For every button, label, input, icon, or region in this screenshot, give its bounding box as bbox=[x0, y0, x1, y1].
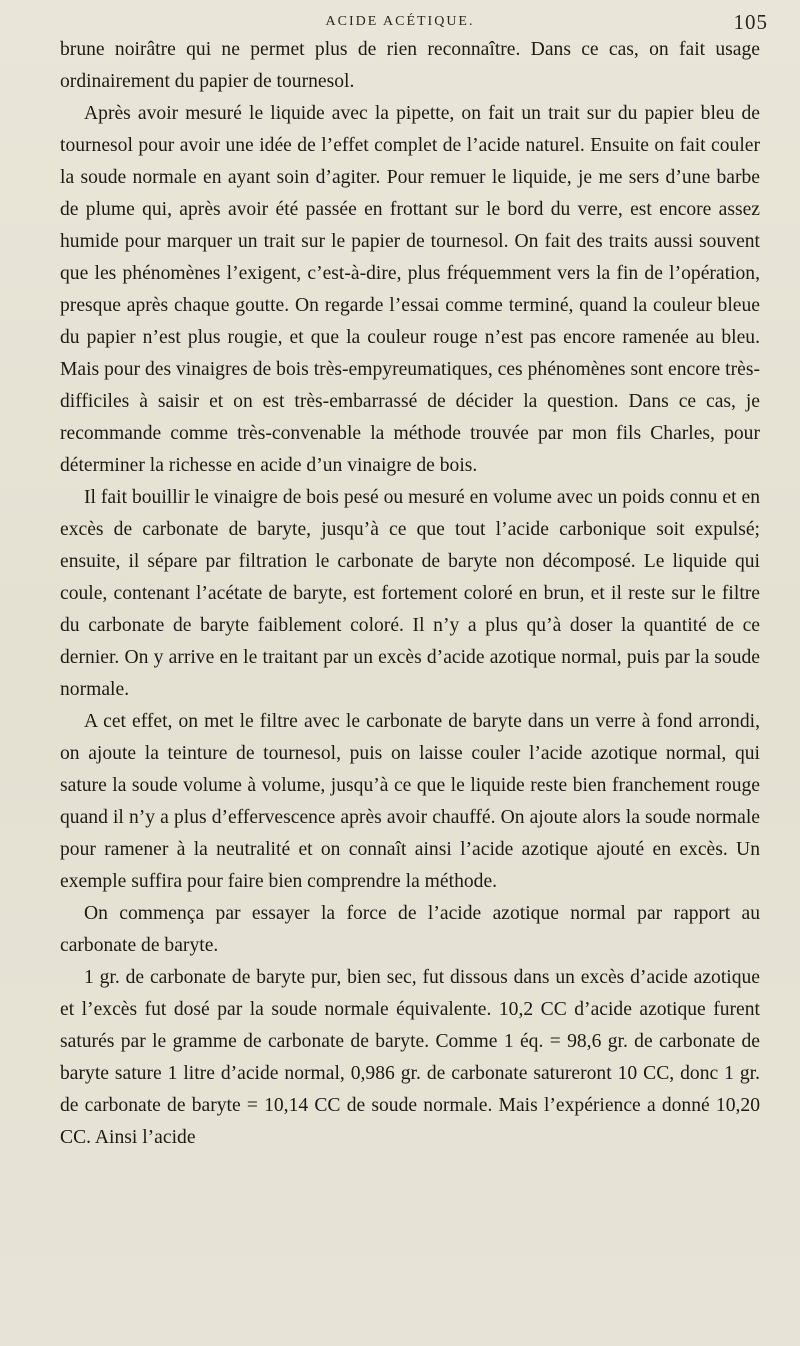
paragraph: On commença par essayer la force de l’acide azotique normal par rapport au carbonate de baryte. bbox=[60, 903, 760, 956]
running-title: ACIDE ACÉTIQUE. bbox=[325, 14, 475, 29]
paragraph: 1 gr. de carbonate de baryte pur, bien sec, fut dissous dans un excès d’acide azotique et l’excès fut dosé par la soude normale équivalente. 10,2 CC d’acide azotique furent saturés par le gramme de carbonate de baryte. Comme 1 éq. = 98,6 gr. de carbonate de baryte sature 1 litre d’acide normal, 0,986 gr. de carbonate satureront 10 CC, donc 1 gr. de carbonate de baryte = 10,14 CC de soude normale. Mais l’expérience a donné 10,20 CC. Ainsi l’acide bbox=[60, 967, 760, 1148]
paragraph-continuation: brune noirâtre qui ne permet plus de rien reconnaître. Dans ce cas, on fait usage ordinairement du papier de tournesol. bbox=[60, 39, 760, 92]
page-number: 105 bbox=[733, 10, 768, 34]
paragraph: Après avoir mesuré le liquide avec la pipette, on fait un trait sur du papier bleu de tournesol pour avoir une idée de l’effet complet de l’acide naturel. Ensuite on fait couler la soude normale en ayant soin d’agiter. Pour remuer le liquide, je me sers d’une barbe de plume qui, après avoir été passée en frottant sur le bord du verre, est encore assez humide pour marquer un trait sur le papier de tournesol. On fait des traits aussi souvent que les phénomènes l’exigent, c’est-à-dire, plus fréquemment vers la fin de l’opération, presque après chaque goutte. On regarde l’essai comme terminé, quand la couleur bleue du papier n’est plus rougie, et que la couleur rouge n’est pas encore ramenée au bleu. Mais pour des vinaigres de bois très-empyreumatiques, ces phénomènes sont encore très-difficiles à saisir et on est très-embarrassé de décider la question. Dans ce cas, je recommande comme très-convenable la méthode trouvée par mon fils Charles, pour déterminer la richesse en acide d’un vinaigre de bois. bbox=[60, 103, 760, 476]
paragraph: Il fait bouillir le vinaigre de bois pesé ou mesuré en volume avec un poids connu et en excès de carbonate de baryte, jusqu’à ce que tout l’acide carbonique soit expulsé; ensuite, il sépare par filtration le carbonate de baryte non décomposé. Le liquide qui coule, contenant l’acétate de baryte, est fortement coloré en brun, et il reste sur le filtre du carbonate de baryte faiblement coloré. Il n’y a plus qu’à doser la quantité de ce dernier. On y arrive en le traitant par un excès d’acide azotique normal, puis par la soude normale. bbox=[60, 487, 760, 700]
paragraph: A cet effet, on met le filtre avec le carbonate de baryte dans un verre à fond arrondi, on ajoute la teinture de tournesol, puis on laisse couler l’acide azotique normal, qui sature la soude volume à volume, jusqu’à ce que le liquide reste bien franchement rouge quand il n’y a plus d’effervescence après avoir chauffé. On ajoute alors la soude normale pour ramener à la neutralité et on connaît ainsi l’acide azotique ajouté en excès. Un exemple suffira pour faire bien comprendre la méthode. bbox=[60, 711, 760, 892]
body-text bbox=[60, 34, 760, 1154]
